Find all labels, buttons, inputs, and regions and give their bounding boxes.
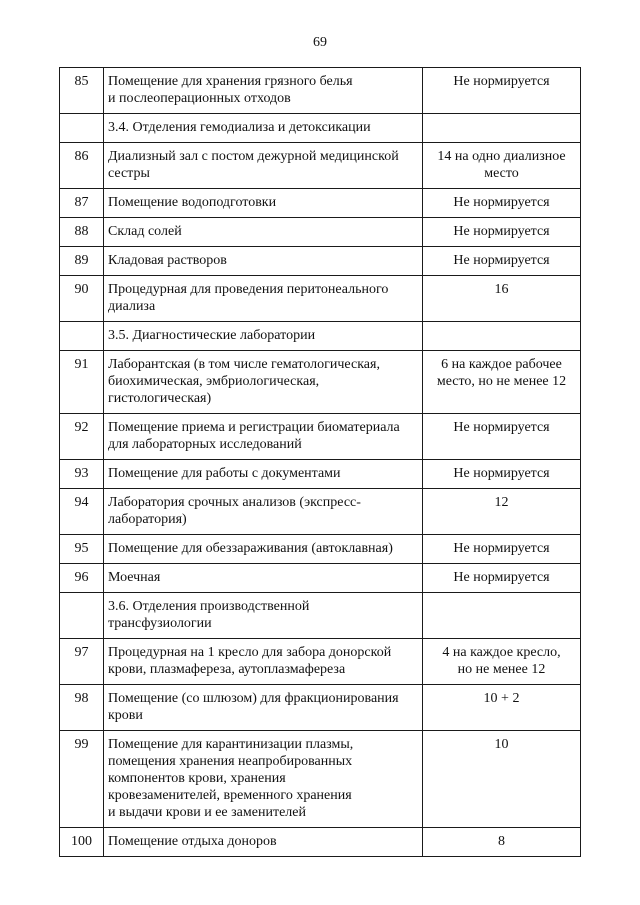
area-norm-cell: Не нормируется: [423, 247, 581, 276]
table-row: [60, 564, 581, 593]
table-row: [60, 247, 581, 276]
room-name-cell: Помещение водоподготовки: [104, 189, 423, 218]
row-number-cell: 90: [60, 276, 104, 322]
room-name-cell: Склад солей: [104, 218, 423, 247]
row-number-cell: 91: [60, 351, 104, 414]
room-name-cell: Моечная: [104, 564, 423, 593]
row-number-cell: 97: [60, 639, 104, 685]
room-name-cell: Лаборатория срочных анализов (экспресс- лаборатория): [104, 489, 423, 535]
table-row: [60, 68, 581, 114]
row-number-cell: 92: [60, 414, 104, 460]
table-row: [60, 535, 581, 564]
room-name-cell: Лаборантская (в том числе гематологическая, биохимическая, эмбриологическая, гистологическая): [104, 351, 423, 414]
area-norm-cell: 10: [423, 731, 581, 828]
row-number-cell: 85: [60, 68, 104, 114]
table-body: [60, 68, 581, 857]
row-number-cell: 93: [60, 460, 104, 489]
area-norm-cell: 6 на каждое рабочее место, но не менее 12: [423, 351, 581, 414]
area-norm-cell: Не нормируется: [423, 68, 581, 114]
row-number-cell: [60, 322, 104, 351]
area-norm-cell: [423, 114, 581, 143]
row-number-cell: 96: [60, 564, 104, 593]
room-name-cell: Процедурная на 1 кресло для забора донорской крови, плазмафереза, аутоплазмафереза: [104, 639, 423, 685]
table-row: [60, 218, 581, 247]
table-row: [60, 731, 581, 828]
area-norm-cell: Не нормируется: [423, 460, 581, 489]
area-norm-cell: Не нормируется: [423, 564, 581, 593]
table-row: [60, 351, 581, 414]
area-norm-cell: [423, 322, 581, 351]
room-name-cell: Помещение (со шлюзом) для фракционирования крови: [104, 685, 423, 731]
area-norm-cell: 12: [423, 489, 581, 535]
row-number-cell: 89: [60, 247, 104, 276]
table-row: [60, 639, 581, 685]
row-number-cell: 94: [60, 489, 104, 535]
room-name-cell: Помещение для хранения грязного белья и послеоперационных отходов: [104, 68, 423, 114]
row-number-cell: 99: [60, 731, 104, 828]
room-name-cell: Диализный зал с постом дежурной медицинской сестры: [104, 143, 423, 189]
table-row: [60, 189, 581, 218]
area-norm-cell: 16: [423, 276, 581, 322]
room-name-cell: 3.6. Отделения производственной трансфузиологии: [104, 593, 423, 639]
section-header-row: [60, 114, 581, 143]
area-norm-cell: Не нормируется: [423, 414, 581, 460]
section-header-row: [60, 322, 581, 351]
room-name-cell: Кладовая растворов: [104, 247, 423, 276]
table-row: [60, 414, 581, 460]
area-norm-cell: 14 на одно диализное место: [423, 143, 581, 189]
row-number-cell: [60, 114, 104, 143]
row-number-cell: 98: [60, 685, 104, 731]
row-number-cell: 87: [60, 189, 104, 218]
row-number-cell: 100: [60, 828, 104, 857]
table-row: [60, 489, 581, 535]
room-name-cell: Помещение для карантинизации плазмы, помещения хранения неапробированных компонентов крови, хранения кровезаменителей, временного хранения и выдачи крови и ее заменителей: [104, 731, 423, 828]
table-row: [60, 460, 581, 489]
row-number-cell: [60, 593, 104, 639]
area-norm-cell: Не нормируется: [423, 218, 581, 247]
area-norm-cell: 10 + 2: [423, 685, 581, 731]
table-row: [60, 276, 581, 322]
row-number-cell: 88: [60, 218, 104, 247]
row-number-cell: 95: [60, 535, 104, 564]
table-row: [60, 685, 581, 731]
area-norm-cell: [423, 593, 581, 639]
room-name-cell: 3.4. Отделения гемодиализа и детоксикации: [104, 114, 423, 143]
area-norm-cell: Не нормируется: [423, 535, 581, 564]
row-number-cell: 86: [60, 143, 104, 189]
table-row: [60, 828, 581, 857]
area-norm-cell: Не нормируется: [423, 189, 581, 218]
room-name-cell: Помещение приема и регистрации биоматериала для лабораторных исследований: [104, 414, 423, 460]
section-header-row: [60, 593, 581, 639]
table-row: [60, 143, 581, 189]
room-name-cell: Помещение для обеззараживания (автоклавная): [104, 535, 423, 564]
page-number: 69: [313, 35, 327, 50]
room-name-cell: 3.5. Диагностические лаборатории: [104, 322, 423, 351]
room-name-cell: Процедурная для проведения перитонеального диализа: [104, 276, 423, 322]
room-norms-table: [59, 67, 581, 857]
area-norm-cell: 4 на каждое кресло, но не менее 12: [423, 639, 581, 685]
room-name-cell: Помещение отдыха доноров: [104, 828, 423, 857]
room-name-cell: Помещение для работы с документами: [104, 460, 423, 489]
area-norm-cell: 8: [423, 828, 581, 857]
